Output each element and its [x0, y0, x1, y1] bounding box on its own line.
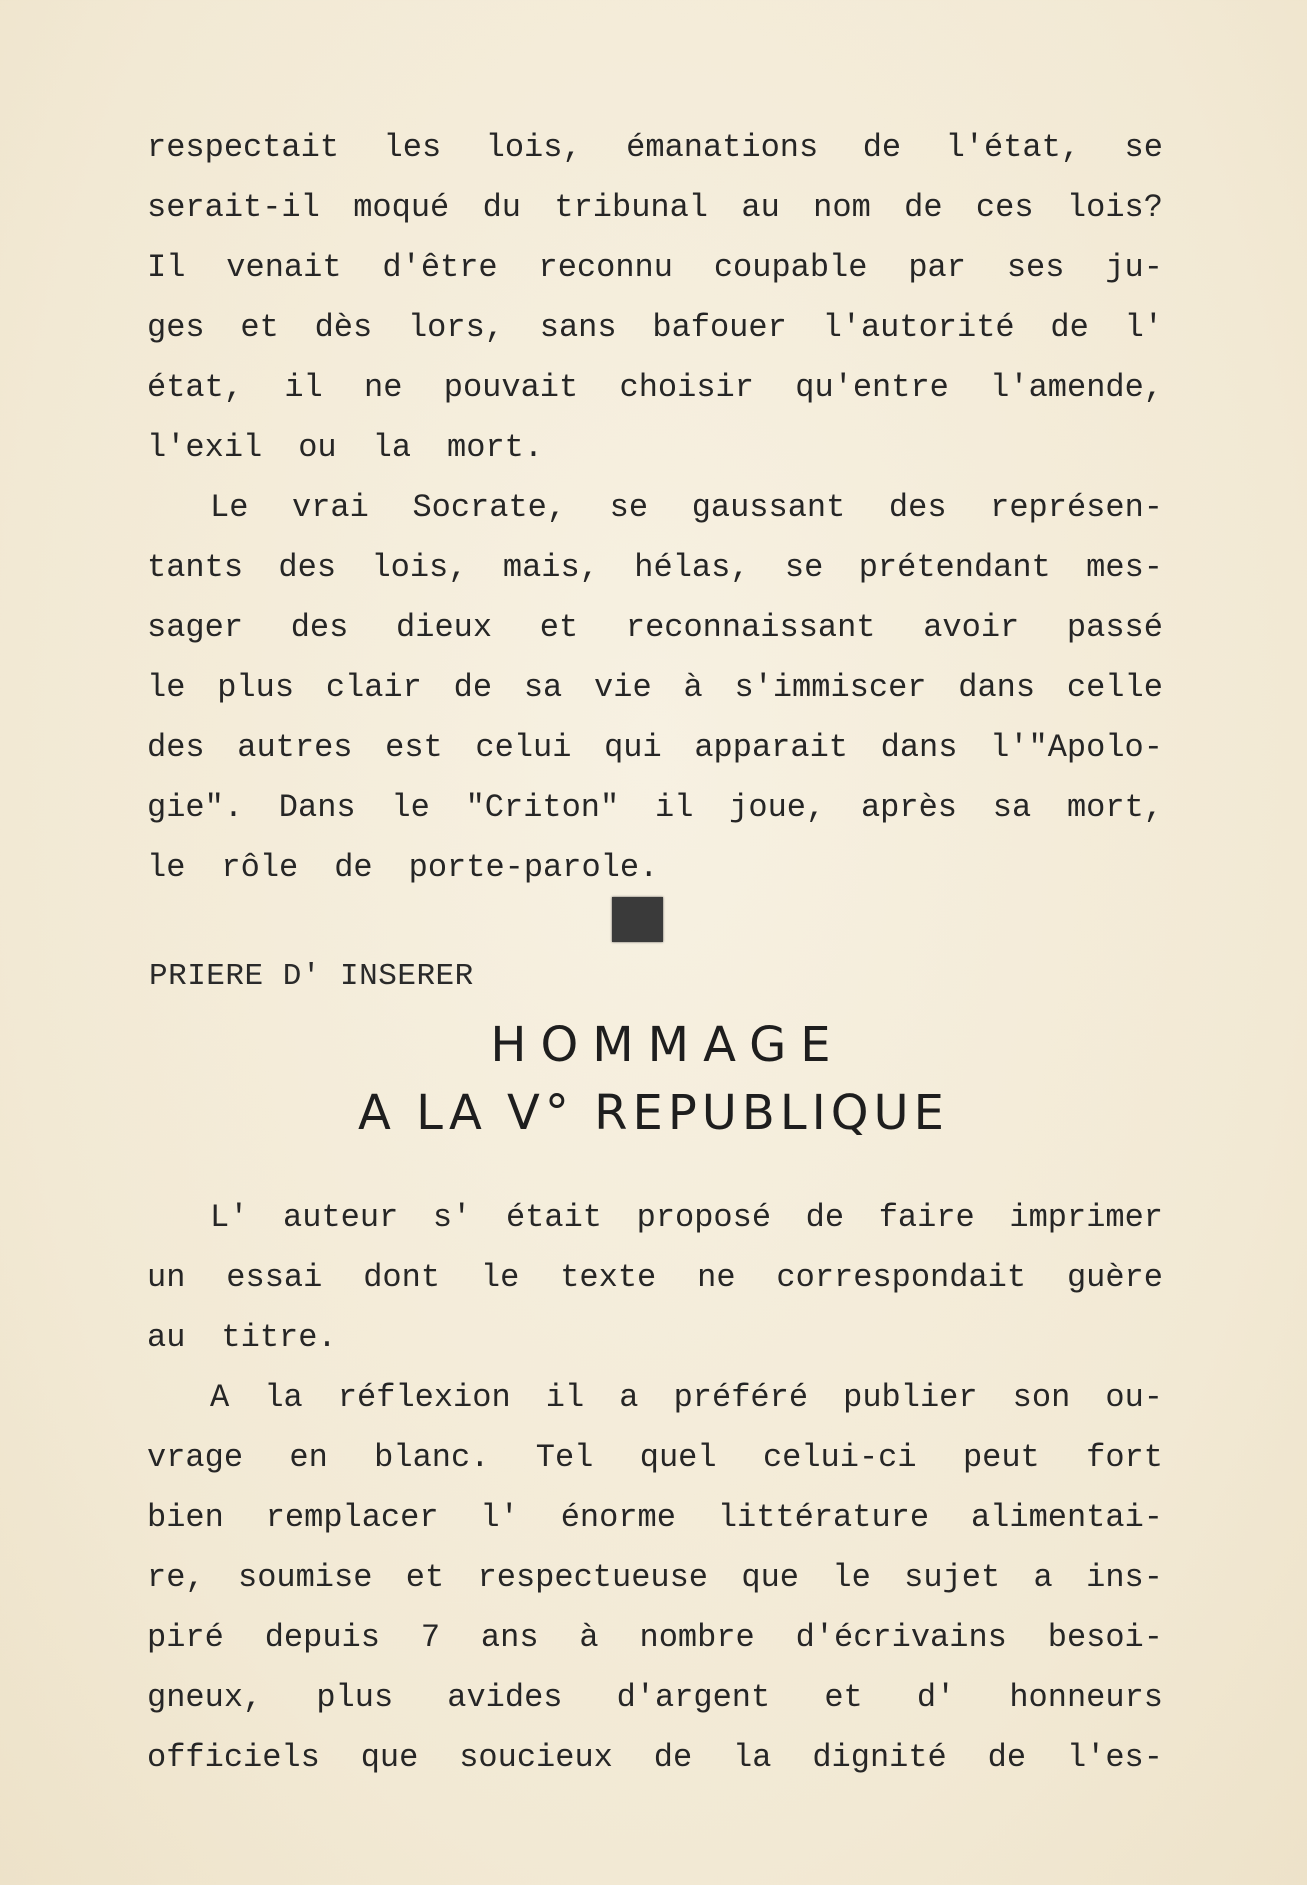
word: honneurs [1009, 1679, 1163, 1716]
word: mort, [1066, 789, 1163, 826]
word: sa [992, 789, 1032, 826]
word: proposé [636, 1199, 772, 1236]
word: le [832, 1559, 871, 1596]
word: a [619, 1379, 639, 1416]
word: texte [560, 1259, 657, 1296]
word: remplacer [265, 1499, 439, 1536]
word: l'état, [945, 129, 1081, 166]
text-line [210, 488, 1163, 528]
word: de [862, 129, 902, 166]
word: le [391, 789, 430, 826]
word: littérature [717, 1499, 930, 1536]
word: avoir [923, 609, 1020, 646]
word: état, [147, 369, 244, 406]
word: auteur [283, 1199, 399, 1236]
word: et [824, 1679, 863, 1716]
word: d'argent [616, 1679, 771, 1716]
word: qui [604, 729, 662, 766]
title-line-2: A LA V° REPUBLIQUE [358, 1085, 949, 1141]
separator-square [612, 897, 663, 942]
word: publier [843, 1379, 978, 1416]
word: après [860, 789, 957, 826]
word: des [888, 489, 947, 526]
word: de [1050, 309, 1089, 346]
word: ges [147, 309, 205, 346]
word: est [385, 729, 443, 766]
word: se [1124, 129, 1163, 166]
word: au [147, 1319, 186, 1356]
word: ou [298, 429, 337, 466]
word: que [360, 1739, 419, 1776]
word: l'exil [147, 429, 263, 466]
word: qu'entre [795, 369, 949, 406]
word: à [579, 1619, 599, 1656]
word: l'autorité [822, 309, 1015, 346]
word: clair [325, 669, 422, 706]
word: l' [1124, 309, 1163, 346]
word: ins- [1086, 1559, 1163, 1596]
word: joue, [729, 789, 826, 826]
word: guère [1066, 1259, 1163, 1296]
word: représen- [990, 489, 1163, 526]
word: essai [226, 1259, 323, 1296]
word: se [784, 549, 824, 586]
text-line [147, 248, 1163, 288]
word: nom [813, 189, 871, 226]
word: a [1033, 1559, 1053, 1596]
word: re, [147, 1559, 205, 1596]
word: quel [639, 1439, 717, 1476]
word: correspondait [776, 1259, 1027, 1296]
word: ne [697, 1259, 736, 1296]
word: choisir [619, 369, 754, 406]
word: de [904, 189, 943, 226]
word: passé [1066, 609, 1163, 646]
word: vrai [292, 489, 369, 526]
word: ces [975, 189, 1034, 226]
text-line [147, 1558, 1163, 1598]
text-line [210, 1198, 1163, 1238]
word: gneux, [147, 1679, 263, 1716]
word: il [545, 1379, 585, 1416]
word: l' [480, 1499, 519, 1536]
word: plus [217, 669, 295, 706]
word: lois, [485, 129, 582, 166]
word: dans [958, 669, 1036, 706]
word: alimentai- [970, 1499, 1163, 1536]
word: la [733, 1739, 772, 1776]
word: le [147, 849, 186, 886]
word: ne [364, 369, 403, 406]
word: de [453, 669, 493, 706]
word: gaussant [691, 489, 846, 526]
word: autres [237, 729, 353, 766]
priere-heading: PRIERE D' INSERER [149, 959, 474, 994]
word: énorme [560, 1499, 676, 1536]
word: lois? [1066, 189, 1163, 226]
word: reconnaissant [625, 609, 876, 646]
word: pouvait [443, 369, 579, 406]
text-line [147, 788, 1163, 828]
text-line [147, 128, 1163, 168]
word: soucieux [459, 1739, 613, 1776]
word: et [240, 309, 279, 346]
text-line [147, 548, 1163, 588]
word: sager [147, 609, 244, 646]
text-line [147, 1678, 1163, 1718]
word: bafouer [652, 309, 787, 346]
word: préféré [673, 1379, 809, 1416]
word: son [1012, 1379, 1071, 1416]
word: l'amende, [990, 369, 1163, 406]
word: de [805, 1199, 845, 1236]
text-line [147, 728, 1163, 768]
word: sa [523, 669, 563, 706]
word: lois, [371, 549, 468, 586]
word: celui-ci [762, 1439, 917, 1476]
word: s'immiscer [734, 669, 927, 706]
text-line [210, 1378, 1163, 1418]
text-line [147, 1318, 1163, 1358]
word: de [653, 1739, 693, 1776]
word: il [654, 789, 694, 826]
word: par [908, 249, 966, 286]
word: tants [147, 549, 244, 586]
word: prétendant [858, 549, 1051, 586]
word: porte-parole. [408, 849, 659, 886]
word: A [210, 1379, 230, 1416]
word: piré [147, 1619, 224, 1656]
text-line [147, 308, 1163, 348]
word: mais, [502, 549, 599, 586]
word: Tel [535, 1439, 594, 1476]
word: tribunal [554, 189, 708, 226]
word: titre. [221, 1319, 337, 1356]
text-line [147, 1738, 1163, 1778]
word: imprimer [1009, 1199, 1163, 1236]
word: depuis [264, 1619, 380, 1656]
word: que [741, 1559, 799, 1596]
word: dès [314, 309, 373, 346]
word: du [482, 189, 521, 226]
word: serait-il [147, 189, 320, 226]
word: 7 [420, 1619, 441, 1656]
word: faire [878, 1199, 975, 1236]
text-line [147, 848, 1163, 888]
word: se [609, 489, 649, 526]
text-line [147, 368, 1163, 408]
word: celui [475, 729, 572, 766]
word: peut [962, 1439, 1040, 1476]
word: des [278, 549, 337, 586]
text-line [147, 1498, 1163, 1538]
word: de [987, 1739, 1027, 1776]
word: mes- [1086, 549, 1163, 586]
word: reconnu [538, 249, 673, 286]
title-line-1: HOMMAGE [490, 1017, 845, 1073]
word: nombre [639, 1619, 755, 1656]
word: vie [594, 669, 652, 706]
word: des [290, 609, 349, 646]
word: dans [880, 729, 958, 766]
word: gie". [147, 789, 244, 826]
word: au [741, 189, 780, 226]
word: le [147, 669, 186, 706]
word: dignité [812, 1739, 947, 1776]
text-line [147, 188, 1163, 228]
word: moqué [353, 189, 450, 226]
word: et [405, 1559, 445, 1596]
word: respectait [147, 129, 340, 166]
word: celle [1066, 669, 1163, 706]
word: dont [363, 1259, 441, 1296]
word: coupable [713, 249, 868, 286]
word: Socrate, [412, 489, 567, 526]
word: était [505, 1199, 602, 1236]
word: Le [210, 489, 249, 526]
word: s' [432, 1199, 472, 1236]
word: ans [480, 1619, 539, 1656]
word: la [264, 1379, 303, 1416]
word: officiels [147, 1739, 320, 1776]
word: le [480, 1259, 520, 1296]
word: L' [210, 1199, 249, 1236]
word: plus [316, 1679, 394, 1716]
word: les [383, 129, 442, 166]
word: l'"Apolo- [990, 729, 1163, 766]
word: ses [1006, 249, 1065, 286]
word: avides [447, 1679, 563, 1716]
word: il [284, 369, 323, 406]
word: bien [147, 1499, 224, 1536]
word: rôle [221, 849, 299, 886]
word: Il [147, 249, 186, 286]
word: des [147, 729, 205, 766]
word: réflexion [337, 1379, 511, 1416]
word: dieux [396, 609, 493, 646]
word: "Criton" [465, 789, 620, 826]
word: respectueuse [477, 1559, 708, 1596]
word: émanations [626, 129, 819, 166]
word: sujet [904, 1559, 1001, 1596]
word: ju- [1105, 249, 1163, 286]
text-line [147, 428, 1163, 468]
word: d' [916, 1679, 956, 1716]
text-line [147, 1258, 1163, 1298]
text-line [147, 1438, 1163, 1478]
word: d'écrivains [795, 1619, 1007, 1656]
word: besoi- [1047, 1619, 1163, 1656]
word: apparait [694, 729, 848, 766]
word: vrage [147, 1439, 244, 1476]
word: sans [539, 309, 617, 346]
word: de [334, 849, 373, 886]
word: à [683, 669, 703, 706]
word: lors, [407, 309, 504, 346]
word: et [539, 609, 579, 646]
word: mort. [447, 429, 544, 466]
word: fort [1086, 1439, 1163, 1476]
word: ou- [1105, 1379, 1163, 1416]
text-line [147, 668, 1163, 708]
word: blanc. [374, 1439, 490, 1476]
word: l'es- [1066, 1739, 1163, 1776]
word: d'être [382, 249, 498, 286]
word: venait [226, 249, 342, 286]
word: soumise [237, 1559, 373, 1596]
word: la [372, 429, 412, 466]
text-line [147, 608, 1163, 648]
word: un [147, 1259, 186, 1296]
text-line [147, 1618, 1163, 1658]
word: Dans [278, 789, 356, 826]
word: en [289, 1439, 328, 1476]
word: hélas, [634, 549, 750, 586]
